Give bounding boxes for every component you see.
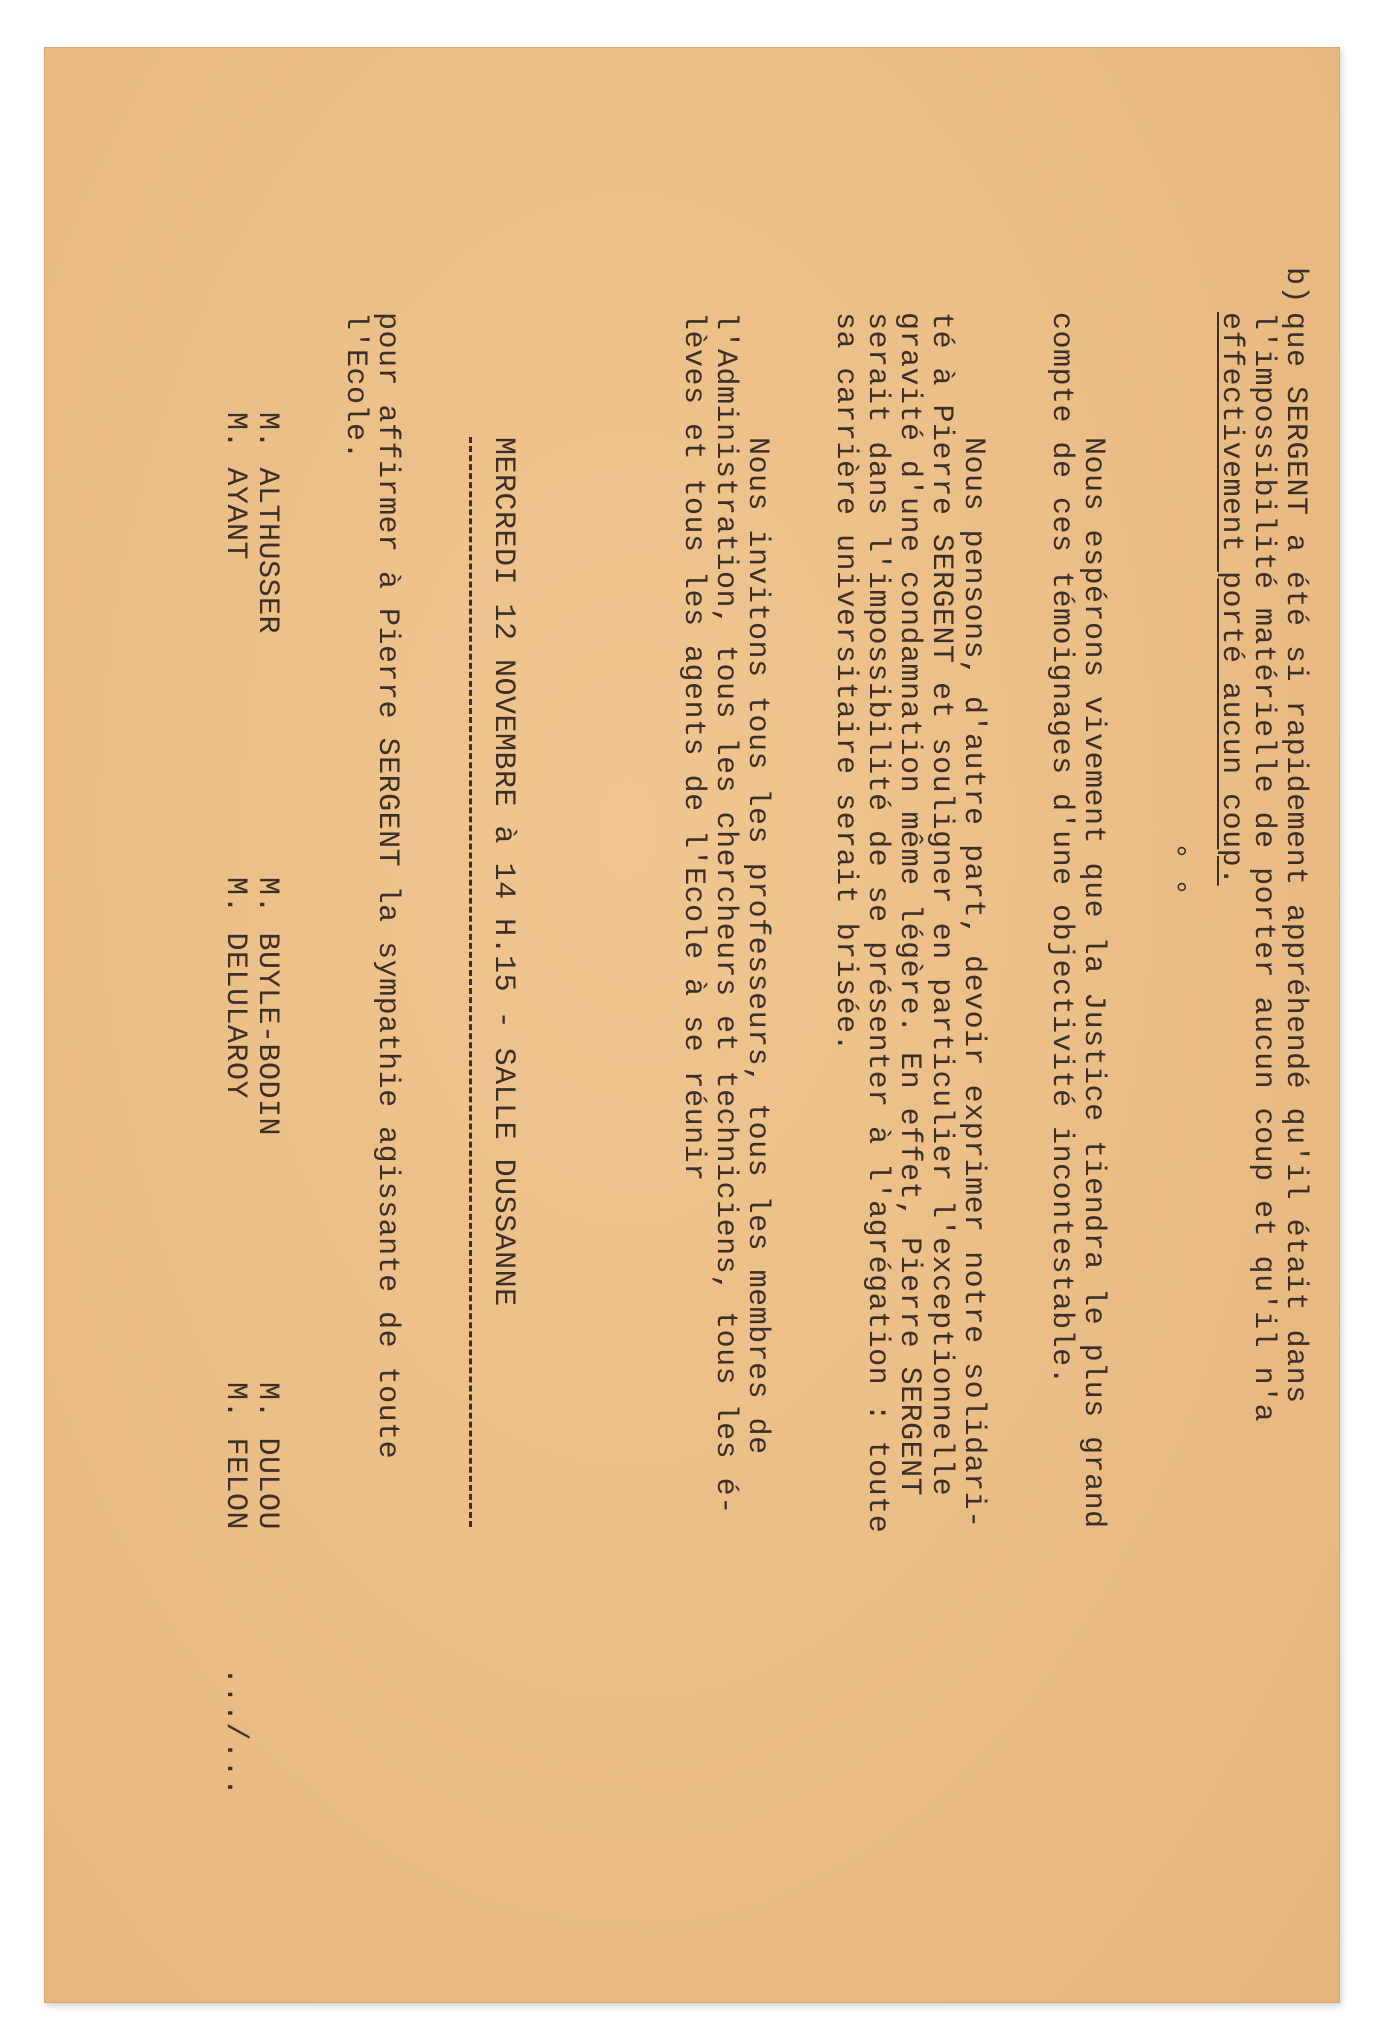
- solidarity-line-2: té à Pierre SERGENT et souligner en particulier l'exceptionnelle: [924, 312, 958, 1497]
- signatory: M. DULOU: [250, 1382, 284, 1531]
- document-page: [44, 47, 1340, 2003]
- purpose-line-2: l'Ecole.: [338, 312, 372, 461]
- solidarity-line-3: gravité d'une condamnation même légère. En effet, Pierre SERGENT: [892, 312, 926, 1497]
- solidarity-line-4: serait dans l'impossibilité de se présenter à l'agrégation : toute: [860, 312, 894, 1534]
- invitation-line-1: Nous invitons tous les professeurs, tous les membres de: [740, 437, 774, 1455]
- signatory: M. DELULAROY: [218, 877, 252, 1100]
- signatory: M. FELON: [218, 1382, 252, 1531]
- clause-b-marker: b): [1278, 267, 1312, 305]
- rotated-text-block: [44, 47, 1340, 2003]
- clause-b-line-2-text: l'impossibilité matérielle de porter aucun coup et qu'il n'a: [1246, 312, 1280, 1423]
- invitation-line-2: l'Administration, tous les chercheurs et techniciens, tous les é-: [708, 312, 742, 1515]
- continuation-marker: .../...: [218, 1667, 252, 1797]
- justice-line-2: compte de ces témoignages d'une objectivité incontestable.: [1044, 312, 1078, 1386]
- separator-dots: ° °: [1156, 842, 1190, 897]
- solidarity-line-1: Nous pensons, d'autre part, devoir exprimer notre solidari-: [956, 437, 990, 1529]
- clause-b-line-3: effectivement porté aucun coup.: [1214, 312, 1248, 886]
- dashed-rule: [469, 437, 472, 1527]
- signatory: M. AYANT: [218, 412, 252, 561]
- clause-b-line-2: [1246, 312, 1280, 1422]
- justice-line-1: Nous espérons vivement que la Justice tiendra le plus grand: [1076, 437, 1110, 1529]
- signatory: M. BUYLE-BODIN: [250, 877, 284, 1137]
- clause-b-line-1: que SERGENT a été si rapidement appréhendé qu'il était dans: [1278, 312, 1312, 1404]
- invitation-line-3: lèves et tous les agents de l'Ecole à se réunir: [676, 312, 710, 1182]
- meeting-announcement: MERCREDI 12 NOVEMBRE à 14 H.15 - SALLE DUSSANNE: [486, 437, 520, 1307]
- signatory: M. ALTHUSSER: [250, 412, 284, 635]
- solidarity-line-5: sa carrière universitaire serait brisée.: [828, 312, 862, 1053]
- purpose-line-1: pour affirmer à Pierre SERGENT la sympathie agissante de toute: [370, 312, 404, 1460]
